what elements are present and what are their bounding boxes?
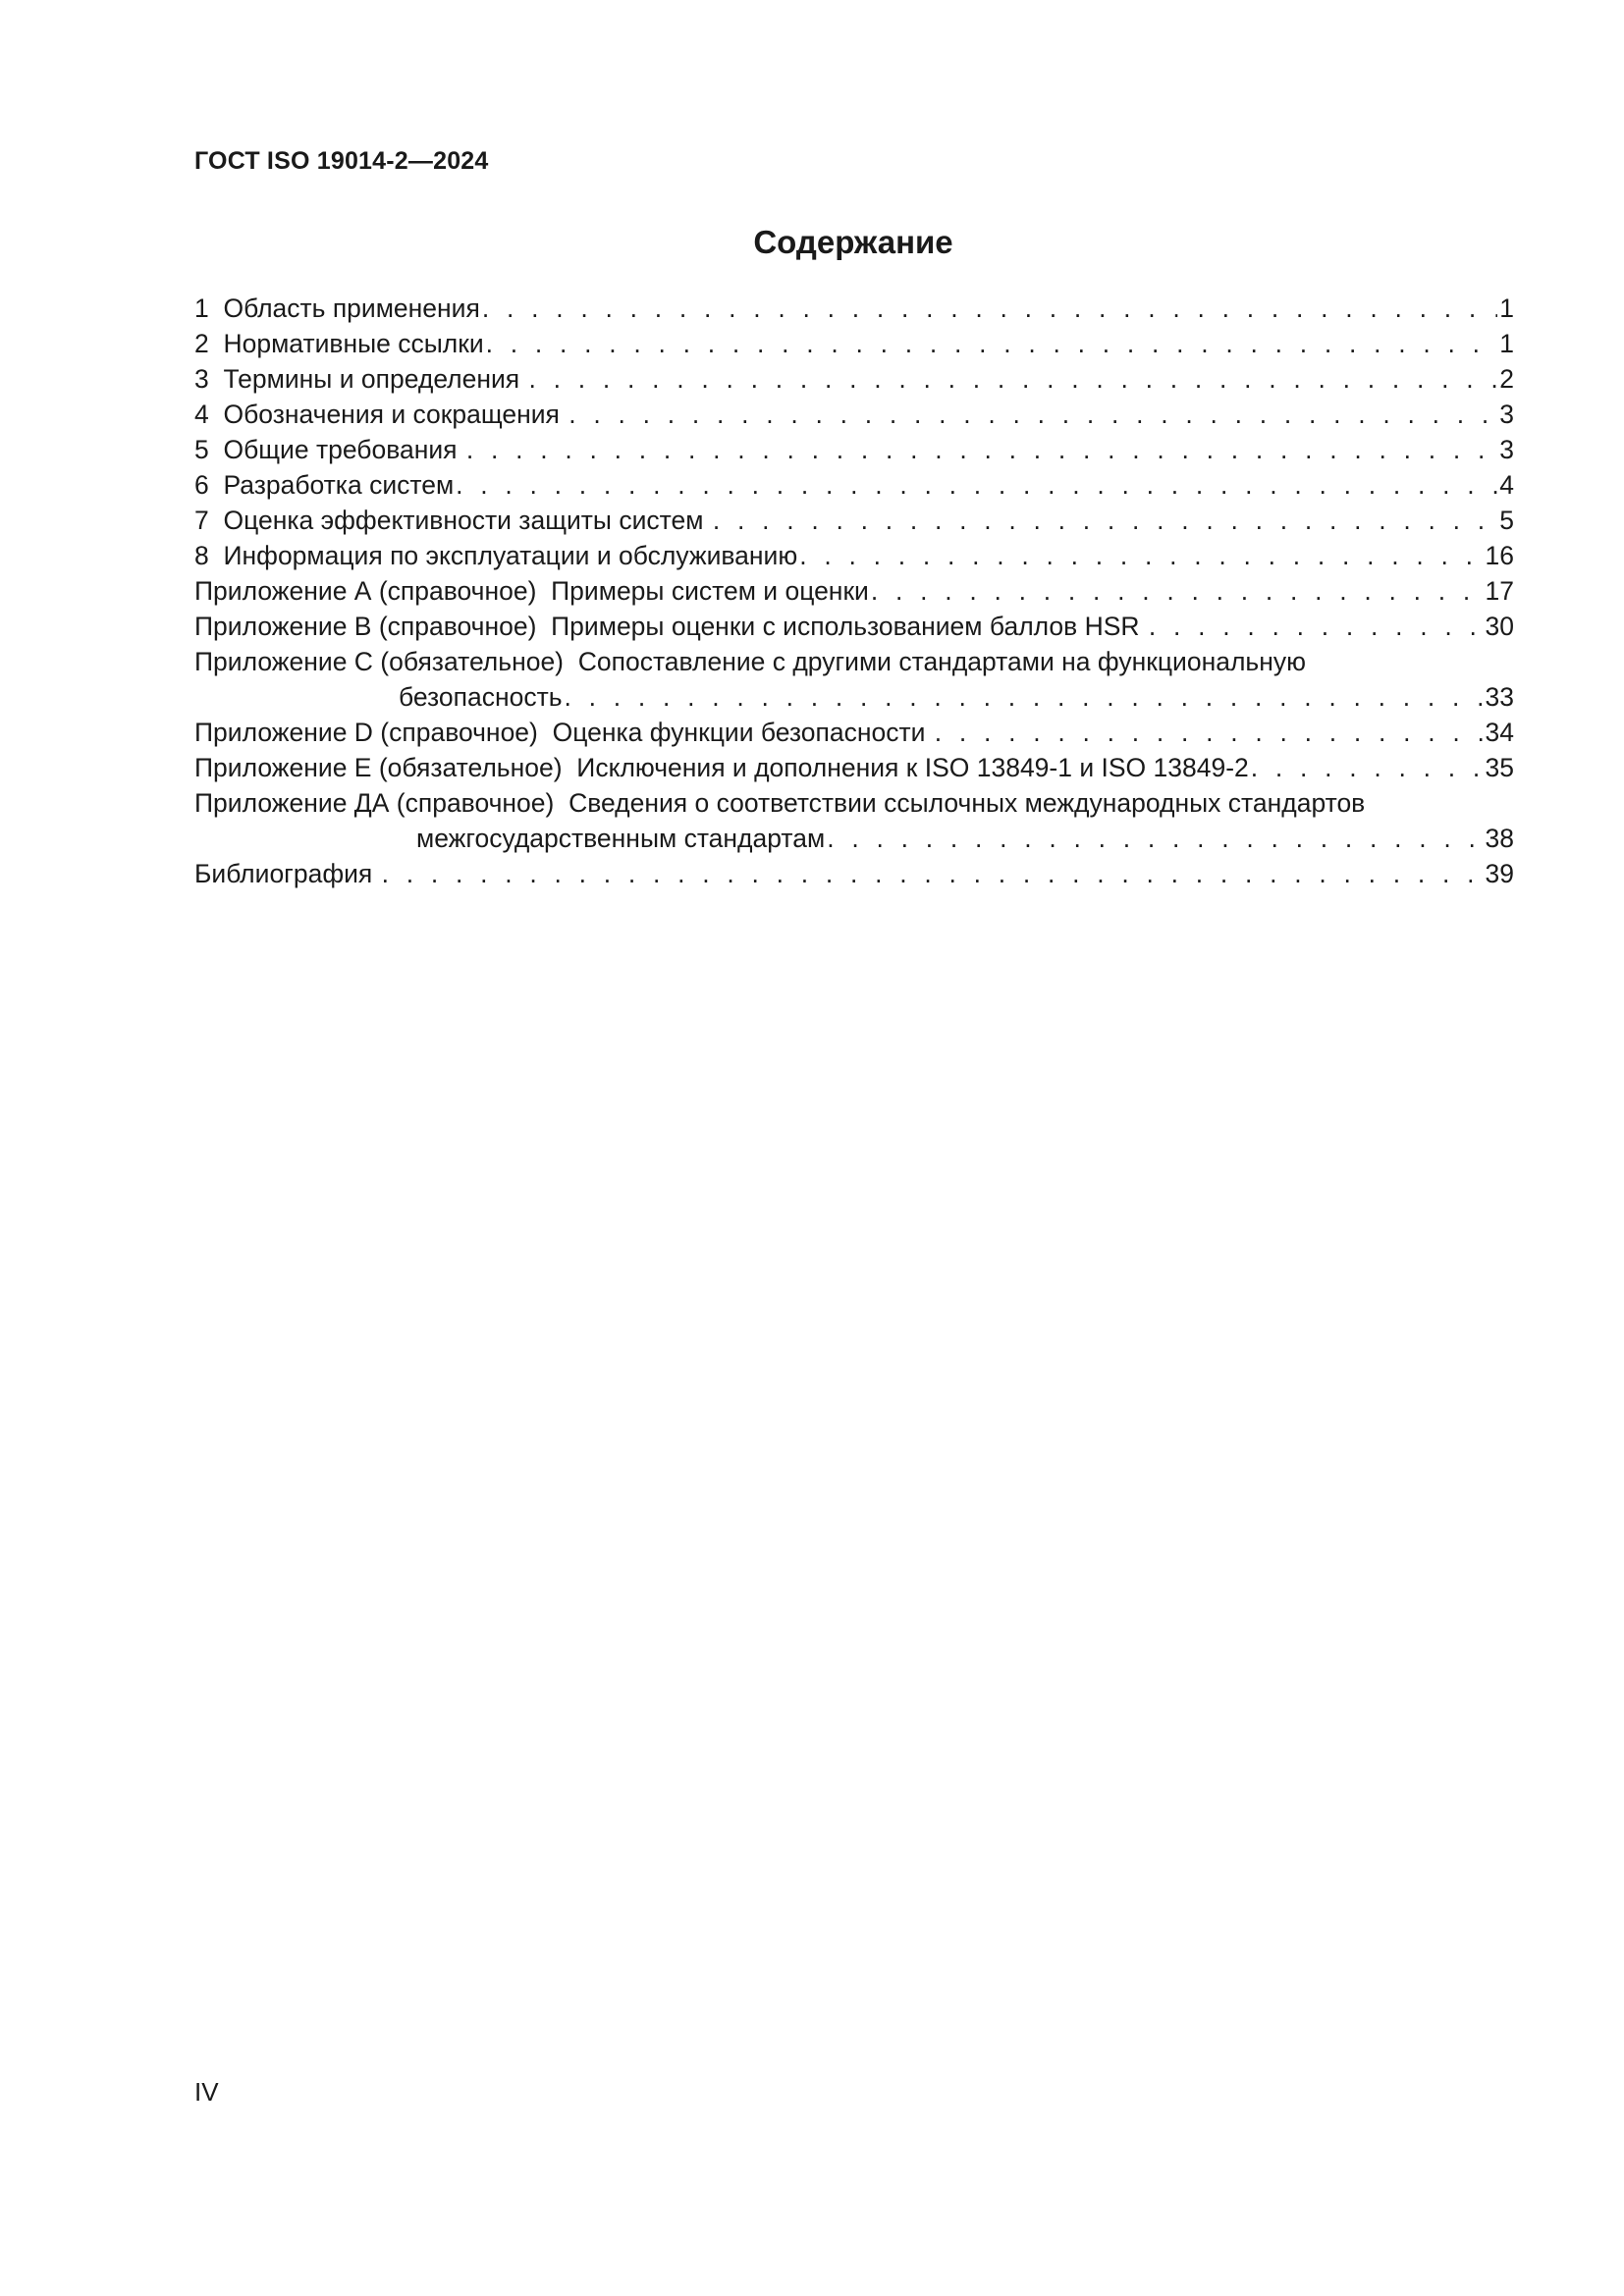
toc-entry-page: 38 bbox=[1485, 824, 1514, 853]
toc-entry-appendix-e[interactable] bbox=[194, 750, 1514, 785]
toc-entry-page: 5 bbox=[1499, 506, 1514, 535]
toc-entry-1[interactable] bbox=[194, 291, 1514, 326]
toc-entry-continuation: межгосударственным стандартам bbox=[416, 824, 826, 853]
toc-entry-label: 5 Общие требования bbox=[194, 435, 464, 464]
document-code: ГОСТ ISO 19014-2—2024 bbox=[194, 147, 489, 175]
toc-entry-page: 33 bbox=[1485, 682, 1514, 712]
toc-entry-appendix-d[interactable] bbox=[194, 715, 1514, 750]
toc-entry-appendix-a[interactable] bbox=[194, 573, 1514, 609]
dot-leader bbox=[1251, 750, 1484, 785]
toc-entry-page: 1 bbox=[1499, 294, 1514, 323]
dot-leader bbox=[529, 361, 1498, 397]
toc-entry-7[interactable] bbox=[194, 503, 1514, 538]
dot-leader bbox=[565, 679, 1484, 715]
dot-leader bbox=[568, 397, 1497, 432]
toc-entry-label: Приложение Е (обязательное) Исключения и дополнения к ISO 13849-1 и ISO 13849-2 bbox=[194, 753, 1249, 782]
dot-leader bbox=[871, 573, 1484, 609]
toc-entry-label: 6 Разработка систем bbox=[194, 470, 455, 500]
toc-entry-continuation: безопасность bbox=[399, 682, 563, 712]
toc-entry-bibliography[interactable] bbox=[194, 856, 1514, 891]
dot-leader bbox=[1149, 609, 1484, 644]
toc-entry-label: 8 Информация по эксплуатации и обслуживанию bbox=[194, 541, 798, 570]
dot-leader bbox=[382, 856, 1484, 891]
toc-entry-label: Приложение ДА (справочное) Сведения о соответствии ссылочных международных стандартов bbox=[194, 788, 1366, 818]
toc-entry-page: 3 bbox=[1499, 400, 1514, 429]
toc-entry-appendix-c-continuation[interactable] bbox=[194, 679, 1514, 715]
dot-leader bbox=[466, 432, 1497, 467]
toc-entry-appendix-c[interactable] bbox=[194, 644, 1514, 679]
toc-entry-page: 2 bbox=[1499, 364, 1514, 394]
toc-entry-2[interactable] bbox=[194, 326, 1514, 361]
toc-entry-page: 3 bbox=[1499, 435, 1514, 464]
toc-entry-label: Приложение В (справочное) Примеры оценки с использованием баллов HSR bbox=[194, 612, 1147, 641]
toc-entry-label: Приложение D (справочное) Оценка функции безопасности bbox=[194, 718, 933, 747]
dot-leader bbox=[935, 715, 1484, 750]
dot-leader bbox=[456, 467, 1497, 503]
toc-entry-6[interactable] bbox=[194, 467, 1514, 503]
toc-entry-page: 4 bbox=[1499, 470, 1514, 500]
dot-leader bbox=[799, 538, 1483, 573]
toc-entry-appendix-da[interactable] bbox=[194, 785, 1514, 821]
table-of-contents bbox=[194, 291, 1514, 891]
toc-entry-page: 17 bbox=[1485, 576, 1514, 606]
toc-entry-8[interactable] bbox=[194, 538, 1514, 573]
toc-entry-label: 3 Термины и определения bbox=[194, 364, 527, 394]
toc-entry-label: Приложение А (справочное) Примеры систем и оценки bbox=[194, 576, 869, 606]
page-number: IV bbox=[194, 2077, 219, 2107]
toc-entry-page: 35 bbox=[1485, 753, 1514, 782]
toc-entry-label: 2 Нормативные ссылки bbox=[194, 329, 484, 358]
toc-entry-page: 30 bbox=[1485, 612, 1514, 641]
toc-entry-appendix-da-continuation[interactable] bbox=[194, 821, 1514, 856]
toc-entry-label: 1 Область применения bbox=[194, 294, 480, 323]
toc-entry-label: 7 Оценка эффективности защиты систем bbox=[194, 506, 711, 535]
toc-entry-page: 1 bbox=[1499, 329, 1514, 358]
toc-entry-appendix-b[interactable] bbox=[194, 609, 1514, 644]
toc-entry-label: Библиография bbox=[194, 859, 380, 888]
toc-entry-page: 34 bbox=[1485, 718, 1514, 747]
toc-entry-page: 39 bbox=[1485, 859, 1514, 888]
dot-leader bbox=[486, 326, 1498, 361]
toc-entry-page: 16 bbox=[1485, 541, 1514, 570]
toc-entry-label: 4 Обозначения и сокращения bbox=[194, 400, 568, 429]
dot-leader bbox=[713, 503, 1497, 538]
toc-entry-label: Приложение С (обязательное) Сопоставление с другими стандартами на функциональную bbox=[194, 647, 1306, 676]
toc-title: Содержание bbox=[753, 224, 953, 260]
toc-entry-5[interactable] bbox=[194, 432, 1514, 467]
toc-entry-4[interactable] bbox=[194, 397, 1514, 432]
dot-leader bbox=[827, 821, 1483, 856]
toc-entry-3[interactable] bbox=[194, 361, 1514, 397]
dot-leader bbox=[482, 291, 1497, 326]
